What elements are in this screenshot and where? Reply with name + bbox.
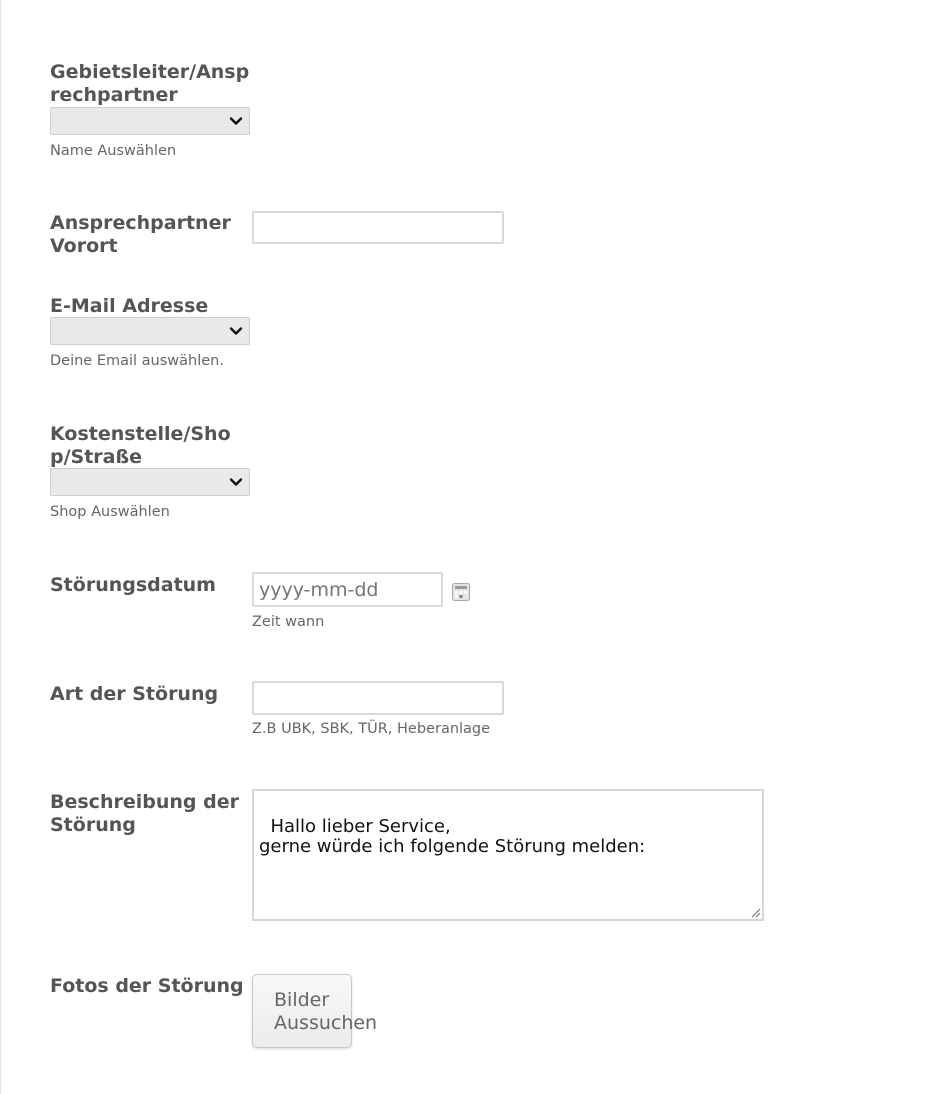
- resize-grip-icon[interactable]: [750, 907, 761, 918]
- fault-date-label: Störungsdatum: [50, 574, 216, 596]
- choose-images-button[interactable]: [252, 974, 378, 1048]
- email-select[interactable]: [50, 317, 250, 345]
- description-label: Beschreibung der Störung: [50, 791, 239, 836]
- area-manager-hint: Name Auswählen: [50, 143, 177, 159]
- email-label: E-Mail Adresse: [50, 295, 209, 317]
- fault-type-label: Art der Störung: [50, 683, 219, 705]
- choose-images-button-label: Bilder Aussuchen: [274, 989, 378, 1034]
- cost-center-label: Kostenstelle/Shop/Straße: [50, 423, 231, 468]
- chevron-down-icon: [229, 114, 243, 128]
- calendar-icon[interactable]: [452, 583, 470, 601]
- contact-onsite-input[interactable]: [252, 211, 504, 244]
- description-text: Hallo lieber Service, gerne würde ich folgende Störung melden:: [259, 816, 646, 857]
- cost-center-hint: Shop Auswählen: [50, 504, 170, 520]
- area-manager-select[interactable]: [50, 107, 250, 135]
- fault-type-input[interactable]: [252, 681, 504, 715]
- cost-center-select[interactable]: [50, 468, 250, 496]
- description-textarea[interactable]: [252, 789, 764, 921]
- chevron-down-icon: [229, 475, 243, 489]
- fault-type-hint: Z.B UBK, SBK, TÜR, Heberanlage: [252, 721, 491, 737]
- fault-date-hint: Zeit wann: [252, 614, 325, 630]
- photos-label: Fotos der Störung: [50, 975, 244, 997]
- fault-date-input[interactable]: [252, 572, 443, 607]
- contact-onsite-label: Ansprechpartner Vorort: [50, 212, 231, 257]
- area-manager-label: Gebietsleiter/Ansprechpartner: [50, 61, 250, 106]
- page-left-border: [0, 0, 1, 1094]
- email-hint: Deine Email auswählen.: [50, 353, 224, 369]
- chevron-down-icon: [229, 324, 243, 338]
